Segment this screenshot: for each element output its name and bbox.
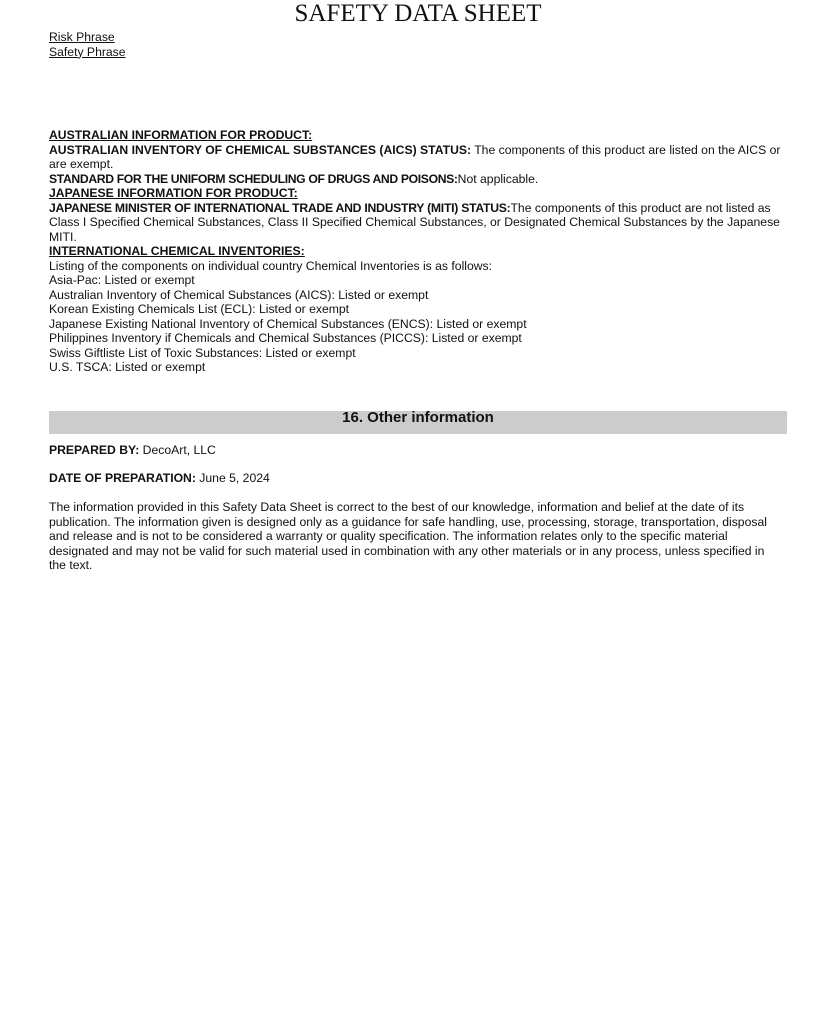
aics-status-label: AUSTRALIAN INVENTORY OF CHEMICAL SUBSTANCES (AICS) STATUS: <box>49 142 472 157</box>
date-value: June 5, 2024 <box>195 471 270 485</box>
scheduling-label: STANDARD FOR THE UNIFORM SCHEDULING OF DRUGS AND POISONS: <box>49 171 458 186</box>
scheduling-text: Not applicable. <box>457 171 539 186</box>
inventory-item: Swiss Giftliste List of Toxic Substances: Listed or exempt <box>49 345 356 360</box>
date-of-preparation <box>49 471 779 486</box>
regulatory-information <box>49 128 789 375</box>
inventory-item: Asia-Pac: Listed or exempt <box>49 273 195 287</box>
inventory-item: Japanese Existing National Inventory of Chemical Substances (ENCS): Listed or exempt <box>49 316 527 331</box>
japanese-heading: JAPANESE INFORMATION FOR PRODUCT: <box>49 186 298 200</box>
disclaimer <box>49 500 779 573</box>
section-16-header <box>49 411 787 434</box>
safety-phrase-link[interactable]: Safety Phrase <box>49 44 126 59</box>
prepared-by-label: PREPARED BY: <box>49 443 140 457</box>
date-label: DATE OF PREPARATION: <box>49 471 196 485</box>
miti-status <box>49 201 789 245</box>
risk-phrase-link[interactable]: Risk Phrase <box>49 30 115 44</box>
inventory-item: Korean Existing Chemicals List (ECL): Listed or exempt <box>49 302 350 316</box>
aics-status-text: The components of this product are listed on the AICS or are exempt. <box>49 142 781 171</box>
prepared-by <box>49 443 779 458</box>
document-title: SAFETY DATA SHEET <box>294 0 542 27</box>
scheduling-status <box>49 172 789 187</box>
international-heading: INTERNATIONAL CHEMICAL INVENTORIES: <box>49 244 305 258</box>
section-16-title: 16. Other information <box>342 409 494 426</box>
australian-heading: AUSTRALIAN INFORMATION FOR PRODUCT: <box>49 128 313 142</box>
miti-status-text: The components of this product are not listed as Class I Specified Chemical Substances, Class II Specified Chemical Substances, or Designated Chemical Substances by the Japanese MITI. <box>49 200 780 244</box>
inventory-item: U.S. TSCA: Listed or exempt <box>49 360 206 374</box>
inventory-item: Australian Inventory of Chemical Substances (AICS): Listed or exempt <box>49 287 429 302</box>
miti-status-label: JAPANESE MINISTER OF INTERNATIONAL TRADE AND INDUSTRY (MITI) STATUS: <box>49 200 511 215</box>
prepared-by-value: DecoArt, LLC <box>139 443 216 457</box>
inventories-intro: Listing of the components on individual country Chemical Inventories is as follows: <box>49 258 493 273</box>
disclaimer-text: The information provided in this Safety Data Sheet is correct to the best of our knowledge, information and belief at the date of its publication. The information given is designed only as a guidance for safe handling, use, processing, storage, transportation, disposal and release and is not to be considered a warranty or quality specification. The information relates only to the specific material designated and may not be valid for such material used in combination with any other materials or in any process, unless specified in the text. <box>49 500 767 572</box>
aics-status <box>49 143 789 172</box>
inventory-item: Philippines Inventory if Chemicals and Chemical Substances (PICCS): Listed or exempt <box>49 331 522 345</box>
phrase-links <box>49 30 126 59</box>
